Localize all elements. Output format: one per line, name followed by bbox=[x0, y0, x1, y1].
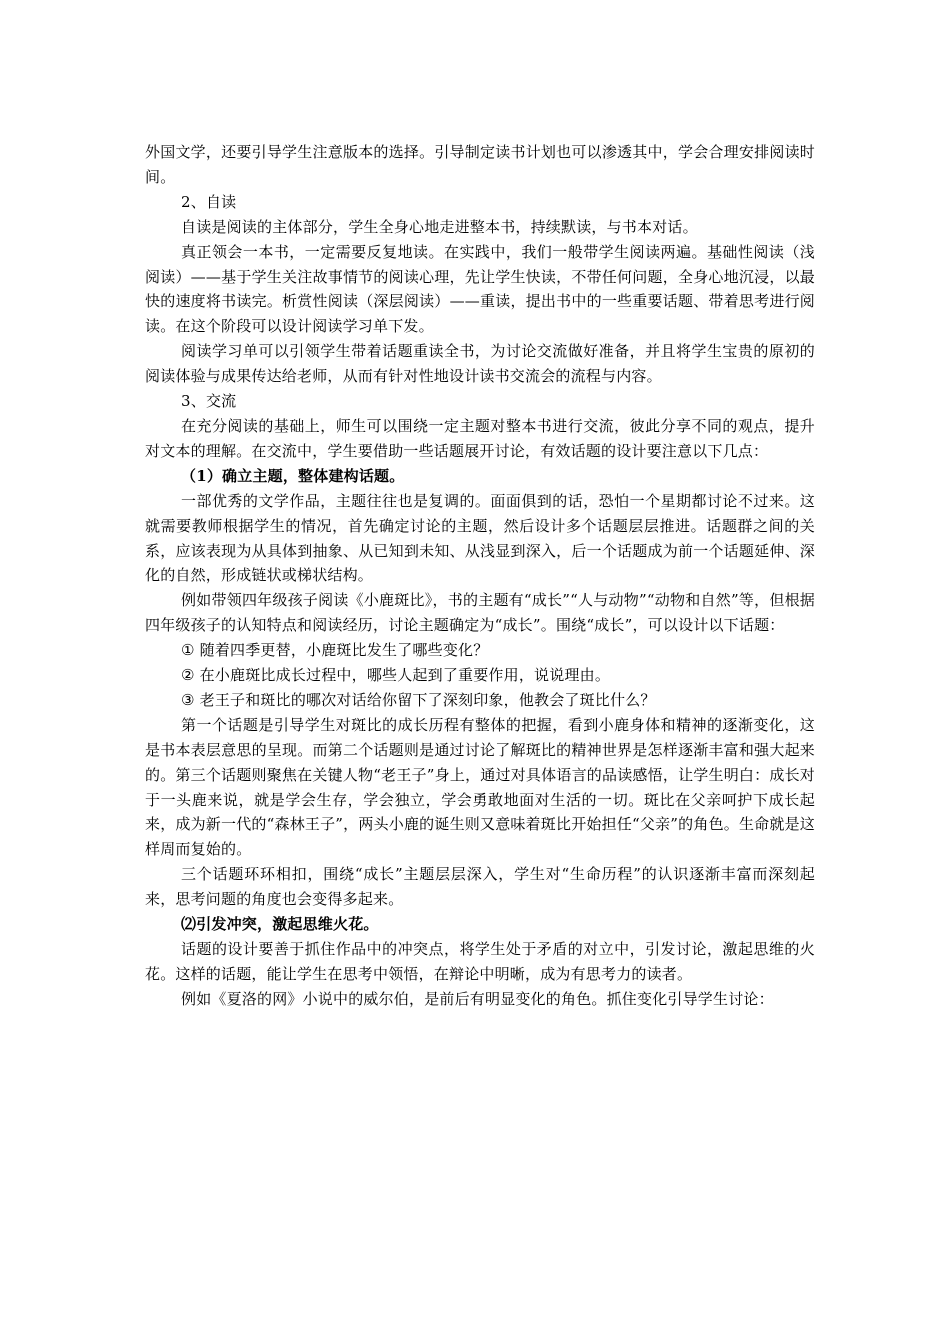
paragraph-2: 自读是阅读的主体部分，学生全身心地走进整本书，持续默读，与书本对话。 bbox=[181, 217, 698, 236]
topic-item-3: ③ 老王子和斑比的哪次对话给你留下了深刻印象，他教会了斑比什么？ bbox=[181, 690, 656, 709]
paragraph-4: 阅读学习单可以引领学生带着话题重读全书，为讨论交流做好准备，并且将学生宝贵的原初的阅读体验与成果传达给老师，从而有针对性地设计读书交流会的流程与内容。 bbox=[145, 342, 815, 386]
paragraph-6: 一部优秀的文学作品，主题往往也是复调的。面面俱到的话，恐怕一个星期都讨论不过来。这就需要教师根据学生的情况，首先确定讨论的主题，然后设计多个话题层层推进。话题群之间的关系，应该表现为从具体到抽象、从已知到未知、从浅显到深入，后一个话题成为前一个话题延伸、深化的自然，形成链状或梯状结构。 bbox=[145, 491, 815, 585]
document-page bbox=[145, 140, 815, 1012]
subheading-2: ⑵引发冲突，激起思维火花。 bbox=[181, 915, 379, 934]
topic-item-1: ① 随着四季更替，小鹿斑比发生了哪些变化？ bbox=[181, 641, 489, 660]
paragraph-5: 在充分阅读的基础上，师生可以围绕一定主题对整本书进行交流，彼此分享不同的观点，提升对文本的理解。在交流中，学生要借助一些话题展开讨论，有效话题的设计要注意以下几点： bbox=[145, 416, 815, 460]
paragraph-10: 话题的设计要善于抓住作品中的冲突点，将学生处于矛盾的对立中，引发讨论，激起思维的火花。这样的话题，能让学生在思考中领悟，在辩论中明晰，成为有思考力的读者。 bbox=[145, 940, 815, 983]
section-heading-3: 3、交流 bbox=[181, 392, 237, 411]
paragraph-7: 例如带领四年级孩子阅读《小鹿斑比》，书的主题有“成长”“人与动物”“动物和自然”等，但根据四年级孩子的认知特点和阅读经历，讨论主题确定为“成长”。围绕“成长”，可以设计以下话题： bbox=[145, 591, 815, 635]
subheading-1: （1）确立主题，整体建构话题。 bbox=[181, 466, 405, 485]
paragraph-9: 三个话题环环相扣，围绕“成长”主题层层深入，学生对“生命历程”的认识逐渐丰富而深刻起来，思考问题的角度也会变得多起来。 bbox=[145, 865, 815, 909]
paragraph-11: 例如《夏洛的网》小说中的威尔伯，是前后有明显变化的角色。抓住变化引导学生讨论： bbox=[181, 989, 774, 1008]
paragraph-8: 第一个话题是引导学生对斑比的成长历程有整体的把握，看到小鹿身体和精神的逐渐变化，这是书本表层意思的呈现。而第二个话题则是通过讨论了解斑比的精神世界是怎样逐渐丰富和强大起来的。第三个话题则聚焦在关键人物“老王子”身上，通过对具体语言的品读感悟，让学生明白：成长对于一头鹿来说，就是学会生存，学会独立，学会勇敢地面对生活的一切。斑比在父亲呵护下成长起来，成为新一代的“森林王子”，两头小鹿的诞生则又意味着斑比开始担任“父亲”的角色。生命就是这样周而复始的。 bbox=[145, 715, 815, 859]
paragraph-1: 外国文学，还要引导学生注意版本的选择。引导制定读书计划也可以渗透其中，学会合理安排阅读时间。 bbox=[145, 143, 815, 186]
paragraph-3: 真正领会一本书，一定需要反复地读。在实践中，我们一般带学生阅读两遍。基础性阅读（浅阅读）——基于学生关注故事情节的阅读心理，先让学生快读，不带任何问题，全身心地沉浸，以最快的速度将书读完。析赏性阅读（深层阅读）——重读，提出书中的一些重要话题、带着思考进行阅读。在这个阶段可以设计阅读学习单下发。 bbox=[145, 242, 815, 336]
topic-item-2: ② 在小鹿斑比成长过程中，哪些人起到了重要作用，说说理由。 bbox=[181, 666, 611, 685]
section-heading-2: 2、自读 bbox=[181, 192, 237, 211]
